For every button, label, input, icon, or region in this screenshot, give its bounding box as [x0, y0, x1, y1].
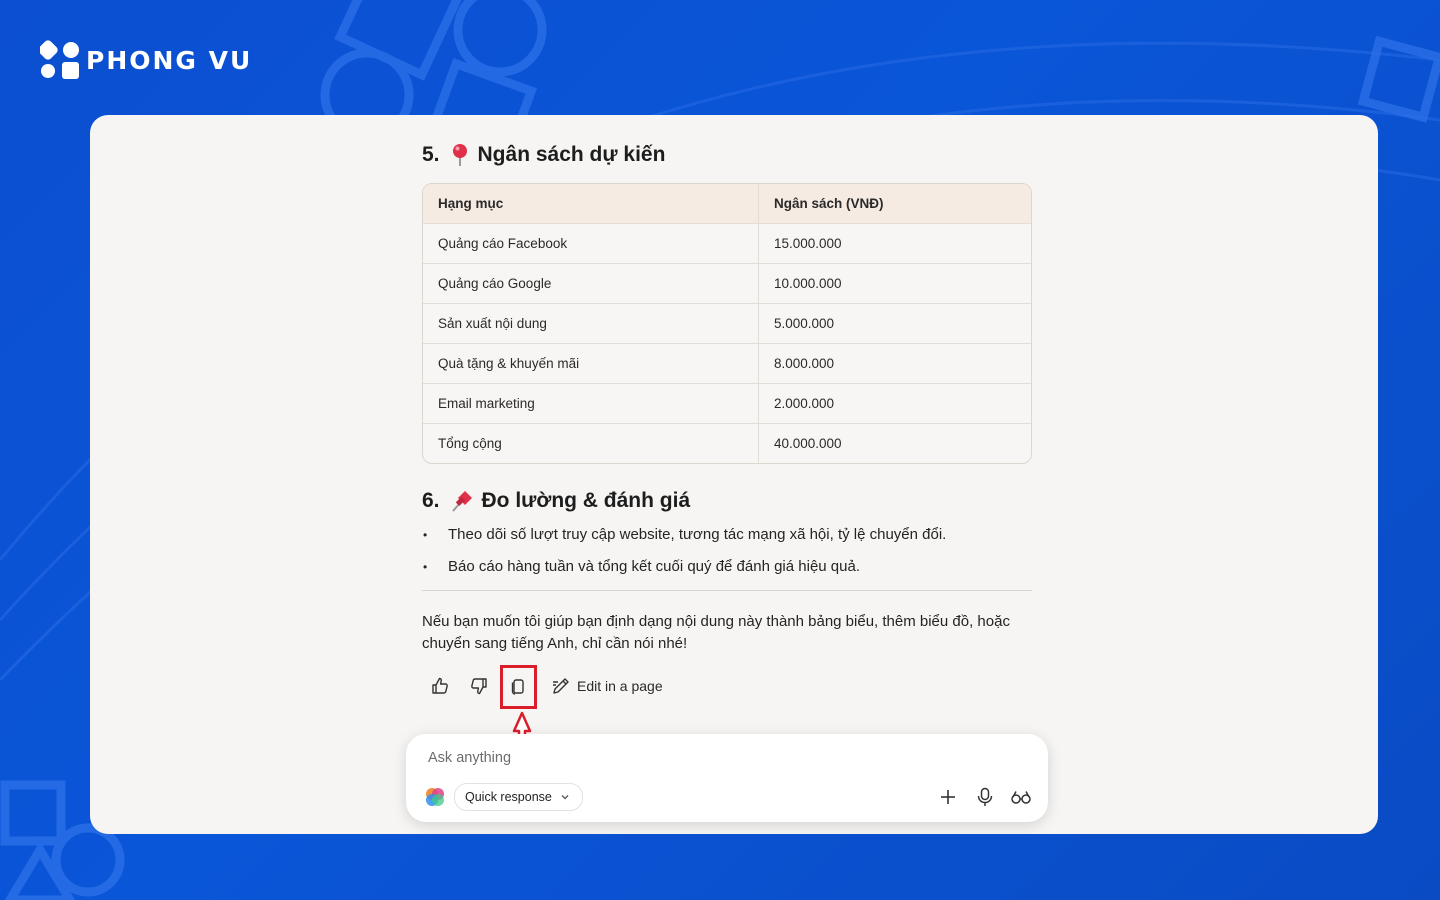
mode-selector[interactable]: [454, 783, 583, 811]
table-cell-category: Email marketing: [423, 384, 759, 424]
pushpin-round-icon: [450, 143, 470, 167]
table-cell-budget: 8.000.000: [759, 344, 1031, 384]
table-cell-category: Quảng cáo Google: [423, 264, 759, 304]
section-6-number: 6.: [422, 489, 440, 512]
add-button[interactable]: [935, 784, 961, 810]
voice-button[interactable]: [972, 784, 998, 810]
thumbs-down-icon: [469, 676, 489, 696]
chat-panel: [90, 115, 1378, 834]
copilot-logo-icon: [424, 786, 446, 808]
section-5-number: 5.: [422, 143, 440, 166]
mode-label: Quick response: [465, 790, 552, 804]
brand-name: PHONG VU: [86, 45, 253, 75]
table-row: [423, 344, 1031, 384]
pushpin-icon: [450, 489, 474, 513]
section-6-heading: [422, 489, 690, 513]
dislike-button[interactable]: [461, 668, 497, 704]
microphone-icon: [976, 787, 994, 807]
table-cell-category: Tổng cộng: [423, 424, 759, 463]
like-button[interactable]: [422, 668, 458, 704]
table-cell-category: Quà tặng & khuyến mãi: [423, 344, 759, 384]
section-5-heading: [422, 143, 665, 167]
table-cell-category: Sản xuất nội dung: [423, 304, 759, 344]
section-5-title: Ngân sách dự kiến: [477, 143, 666, 166]
phongvu-logo-icon: [40, 40, 80, 80]
message-actions: [422, 668, 663, 704]
vision-button[interactable]: [1008, 784, 1034, 810]
ask-input[interactable]: [426, 746, 830, 770]
list-item: • Theo dõi số lượt truy cập website, tương tác mạng xã hội, tỷ lệ chuyển đổi.: [422, 525, 1032, 557]
chat-composer: [406, 734, 1048, 822]
plus-icon: [939, 788, 957, 806]
table-row: [423, 424, 1031, 463]
table-header-category: Hạng mục: [423, 184, 759, 224]
glasses-icon: [1010, 789, 1032, 805]
table-header-row: [423, 184, 1031, 224]
divider: [422, 590, 1032, 591]
table-cell-budget: 15.000.000: [759, 224, 1031, 264]
table-header-budget: Ngân sách (VNĐ): [759, 184, 1031, 224]
table-cell-budget: 5.000.000: [759, 304, 1031, 344]
section-6-bullets: [422, 525, 1032, 589]
table-cell-category: Quảng cáo Facebook: [423, 224, 759, 264]
section-6-title: Đo lường & đánh giá: [481, 489, 691, 512]
edit-page-icon: [551, 676, 571, 696]
closing-message: Nếu bạn muốn tôi giúp bạn định dạng nội dung này thành bảng biểu, thêm biểu đồ, hoặc chuyển sang tiếng Anh, chỉ cần nói nhé!: [422, 613, 1010, 652]
list-item: • Báo cáo hàng tuần và tổng kết cuối quý để đánh giá hiệu quả.: [422, 557, 1032, 589]
table-row: [423, 384, 1031, 424]
table-row: [423, 264, 1031, 304]
table-cell-budget: 2.000.000: [759, 384, 1031, 424]
table-row: [423, 304, 1031, 344]
brand-logo: [40, 40, 252, 80]
budget-table: [422, 183, 1032, 464]
thumbs-up-icon: [430, 676, 450, 696]
table-cell-budget: 40.000.000: [774, 436, 842, 451]
table-row: [423, 224, 1031, 264]
copy-button-highlight: [500, 665, 537, 709]
edit-in-page-button[interactable]: [551, 676, 663, 696]
table-cell-budget: 10.000.000: [759, 264, 1031, 304]
edit-in-page-label: Edit in a page: [577, 678, 663, 694]
chevron-down-icon: [560, 792, 570, 802]
